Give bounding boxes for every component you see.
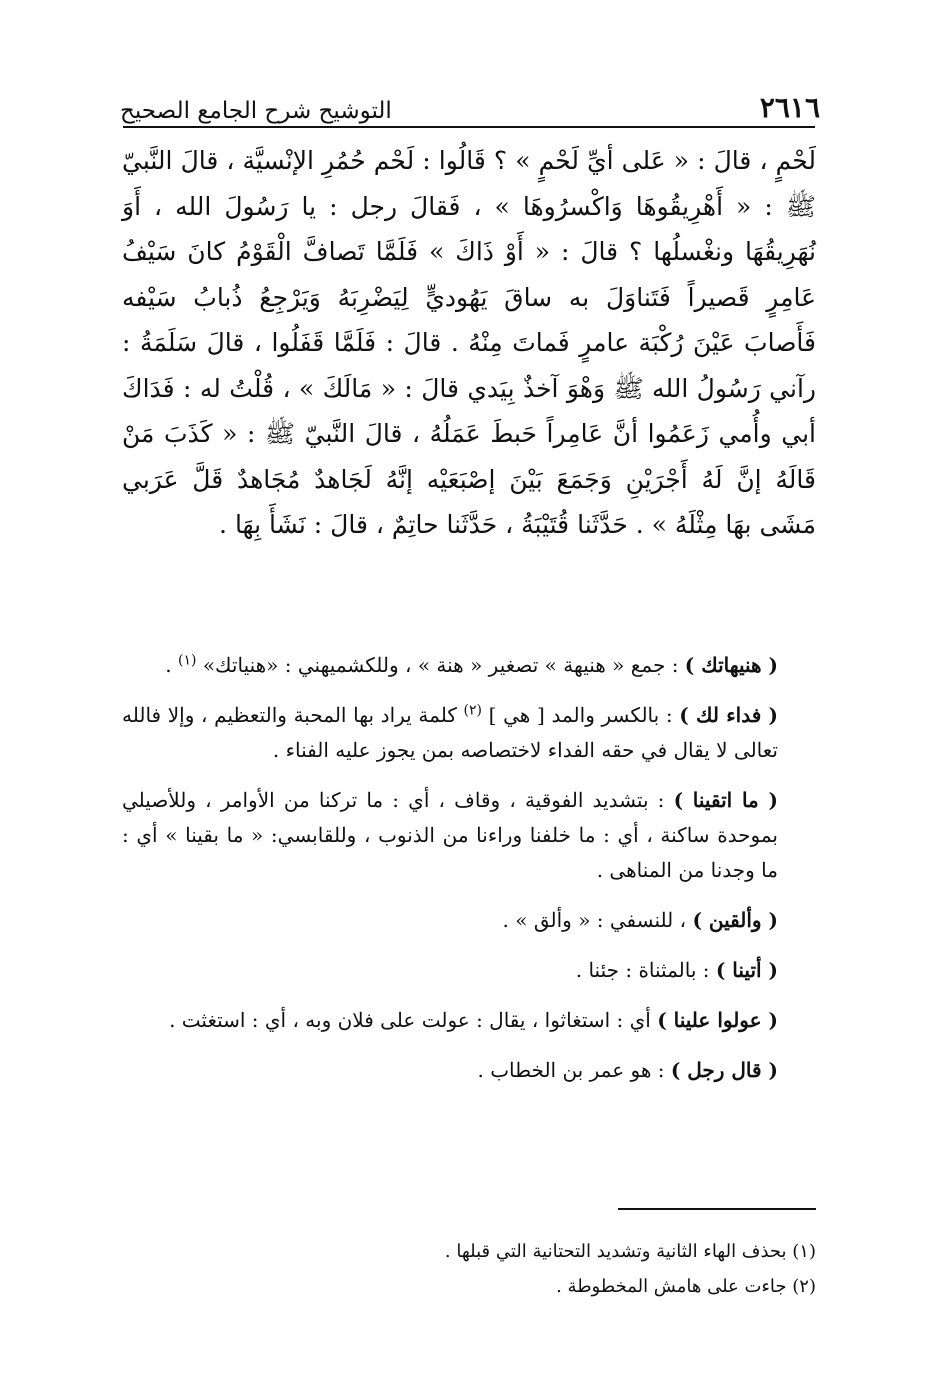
- commentary-note: [122, 903, 816, 938]
- hadith-text: [122, 138, 816, 548]
- commentary-note: [122, 953, 816, 988]
- footnote-divider: [618, 1208, 816, 1210]
- note-text: أي : استغاثوا ، يقال : عولت على فلان وبه ، أي : استغثت .: [169, 1008, 658, 1032]
- page-number: ٢٦١٦: [759, 91, 820, 124]
- header-divider: [123, 126, 815, 128]
- note-text: : جمع « هنيهة » تصغير « هنة » ، وللكشميهني : «هنياتك»: [202, 653, 685, 677]
- note-term: ( أتينا ): [715, 958, 778, 982]
- note-term: ( هنيهاتك ): [684, 653, 778, 677]
- book-title: التوشيح شرح الجامع الصحيح: [120, 98, 392, 124]
- footnote: (١) بحذف الهاء الثانية وتشديد التحتانية التي قبلها .: [444, 1241, 816, 1262]
- note-term: ( عولوا علينا ): [657, 1008, 778, 1032]
- note-term: ( وألقين ): [692, 908, 778, 932]
- note-text: ، للنسفي : « وألق » .: [502, 908, 693, 932]
- footnote: (٢) جاءت على هامش المخطوطة .: [556, 1276, 816, 1297]
- footnotes: [122, 1234, 816, 1304]
- commentary: [122, 648, 816, 1103]
- note-text-end: كلمة يراد بها المحبة والتعظيم ، وإلا فالله تعالى لا يقال في حقه الفداء لاختصاصه بمن يجوز عليه الفناء .: [122, 703, 778, 762]
- hadith-paragraph: لَحْمٍ ، قالَ : « عَلى أيِّ لَحْمٍ » ؟ قَالُوا : لَحْم حُمُرِ الإنْسيَّة ، قالَ النَّبيّ ﷺ : « أَهْرِيقُوهَا وَاكْسرُوهَا » ، فَقالَ رجل : يا رَسُولَ الله ، أَوَ نُهَرِيقُهَا ونغْسلُها ؟ قالَ : « أَوْ ذَاكَ » فَلَمَّا تَصافَّ الْقَوْمُ كانَ سَيْفُ عَامِرٍ قَصيراً فَتَناوَلَ به ساقَ يَهُوديٍّ لِيَضْرِبَهُ وَيَرْجِعُ ذُبابُ سَيْفه فَأَصابَ عَيْنَ رُكْبَة عامرٍ فَماتَ مِنْهُ . قالَ : فَلَمَّا قَفَلُوا ، قالَ سَلَمَةُ : رآني رَسُولُ الله ﷺ وَهْوَ آخذٌ بِيَدي قالَ : « مَالَكَ » ، قُلْتُ له : فَدَاكَ أبي وأُمي زَعَمُوا أنَّ عَامِراً حَبطَ عَمَلُهُ ، قالَ النَّبيّ ﷺ : « كَذَبَ مَنْ قَالَهُ إنَّ لَهُ أَجْرَيْنِ وَجَمَعَ بَيْنَ إصْبَعَيْه إنَّهُ لَجَاهدٌ مُجَاهدٌ قَلَّ عَرَبي مَشَى بهَا مِثْلَهُ » . حَدَّثَنا قُتَيْبَةُ ، حَدَّثَنا حاتِمٌ ، قالَ : نَشَأَ بِهَا .: [122, 146, 816, 539]
- note-text: : بالمثناة : جئنا .: [575, 958, 716, 982]
- note-term: ( فداء لك ): [679, 703, 778, 727]
- commentary-note: [122, 648, 816, 683]
- commentary-note: [122, 1053, 816, 1088]
- note-term: ( قال رجل ): [670, 1058, 778, 1082]
- commentary-note: [122, 1003, 816, 1038]
- commentary-note: [122, 698, 816, 768]
- note-text: : بتشديد الفوقية ، وقاف ، أي : ما تركنا من الأوامر ، وللأصيلي بموحدة ساكنة ، أي : ما خلفنا وراءنا من الذنوب ، وللقابسي: « ما بقينا » أي : ما وجدنا من المناهى .: [122, 788, 778, 882]
- note-text: : بالكسر والمد [ هي ]: [488, 703, 680, 727]
- page-header: [120, 80, 820, 124]
- note-text: : هو عمر بن الخطاب .: [477, 1058, 671, 1082]
- footnote-ref: (٢): [463, 702, 482, 719]
- note-text-end: .: [165, 653, 178, 677]
- footnote-ref: (١): [177, 652, 197, 669]
- commentary-note: [122, 783, 816, 888]
- note-term: ( ما اتقينا ): [673, 788, 778, 812]
